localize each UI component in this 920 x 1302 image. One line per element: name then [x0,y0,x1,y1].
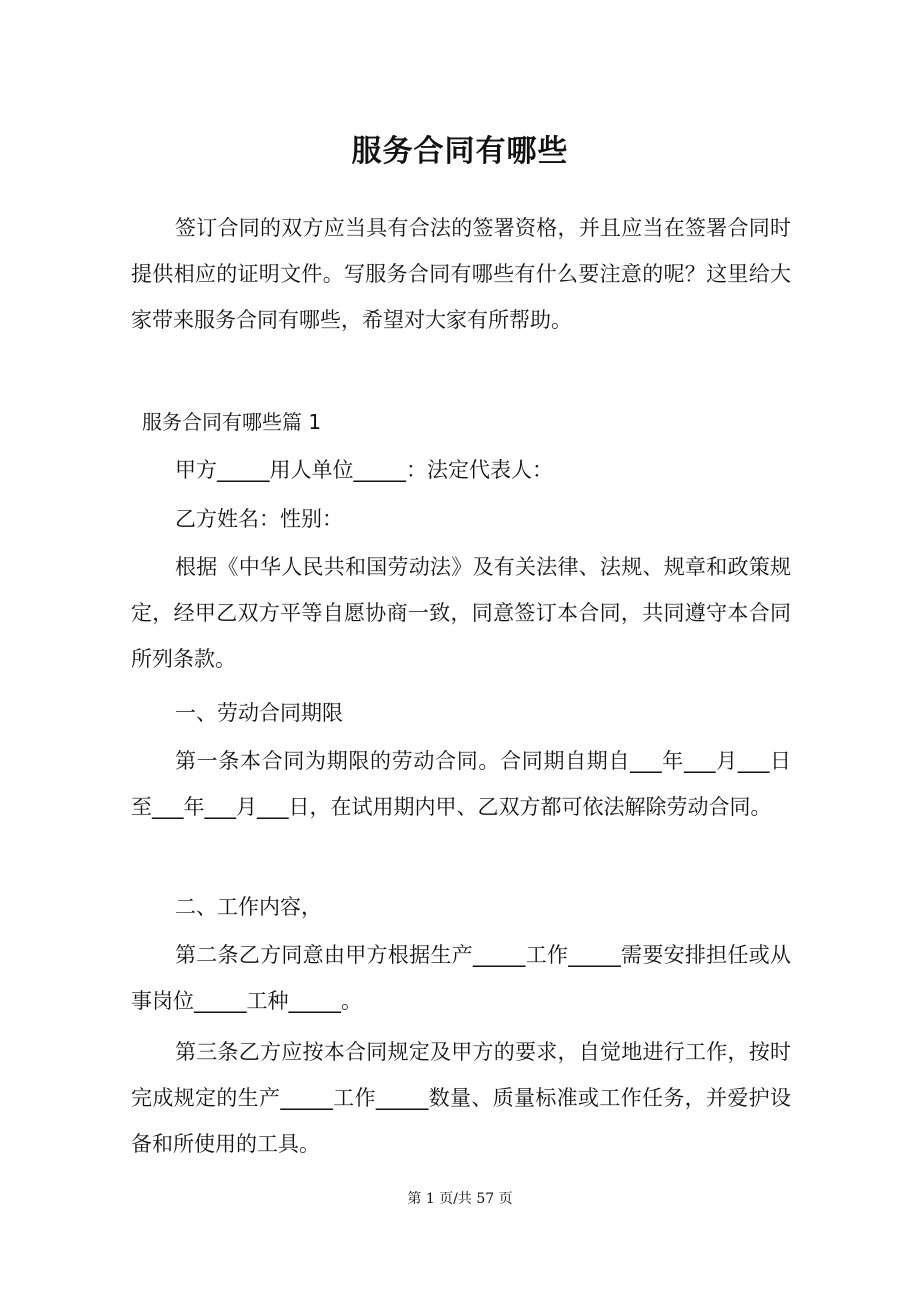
party-b-line: 乙方姓名：性别： [175,507,343,531]
article-1-paragraph: 第一条本合同为期限的劳动合同。合同期自期自___年___月___日至___年___月___日，在试用期内甲、乙双方都可依法解除劳动合同。 [131,749,791,819]
basis-paragraph: 根据《中华人民共和国劳动法》及有关法律、法规、规章和政策规定，经甲乙双方平等自愿协商一致，同意签订本合同，共同遵守本合同所列条款。 [131,555,791,671]
page-number: 第 1 页/共 57 页 [407,1191,513,1207]
article-3-paragraph: 第三条乙方应按本合同规定及甲方的要求，自觉地进行工作，按时完成规定的生产_____工作_____数量、质量标准或工作任务，并爱护设备和所使用的工具。 [131,1040,791,1156]
article-2-paragraph: 第二条乙方同意由甲方根据生产_____工作_____需要安排担任或从事岗位_____工种_____。 [131,943,791,1013]
party-a-line: 甲方_____用人单位_____：法定代表人： [175,458,553,482]
intro-paragraph: 签订合同的双方应当具有合法的签署资格，并且应当在签署合同时提供相应的证明文件。写服务合同有哪些有什么要注意的呢？这里给大家带来服务合同有哪些，希望对大家有所帮助。 [131,216,791,332]
document-title: 服务合同有哪些 [351,134,569,169]
work-content-heading: 二、工作内容， [175,895,322,919]
section-heading: 服务合同有哪些篇 1 [142,410,322,434]
contract-term-heading: 一、劳动合同期限 [175,701,343,725]
